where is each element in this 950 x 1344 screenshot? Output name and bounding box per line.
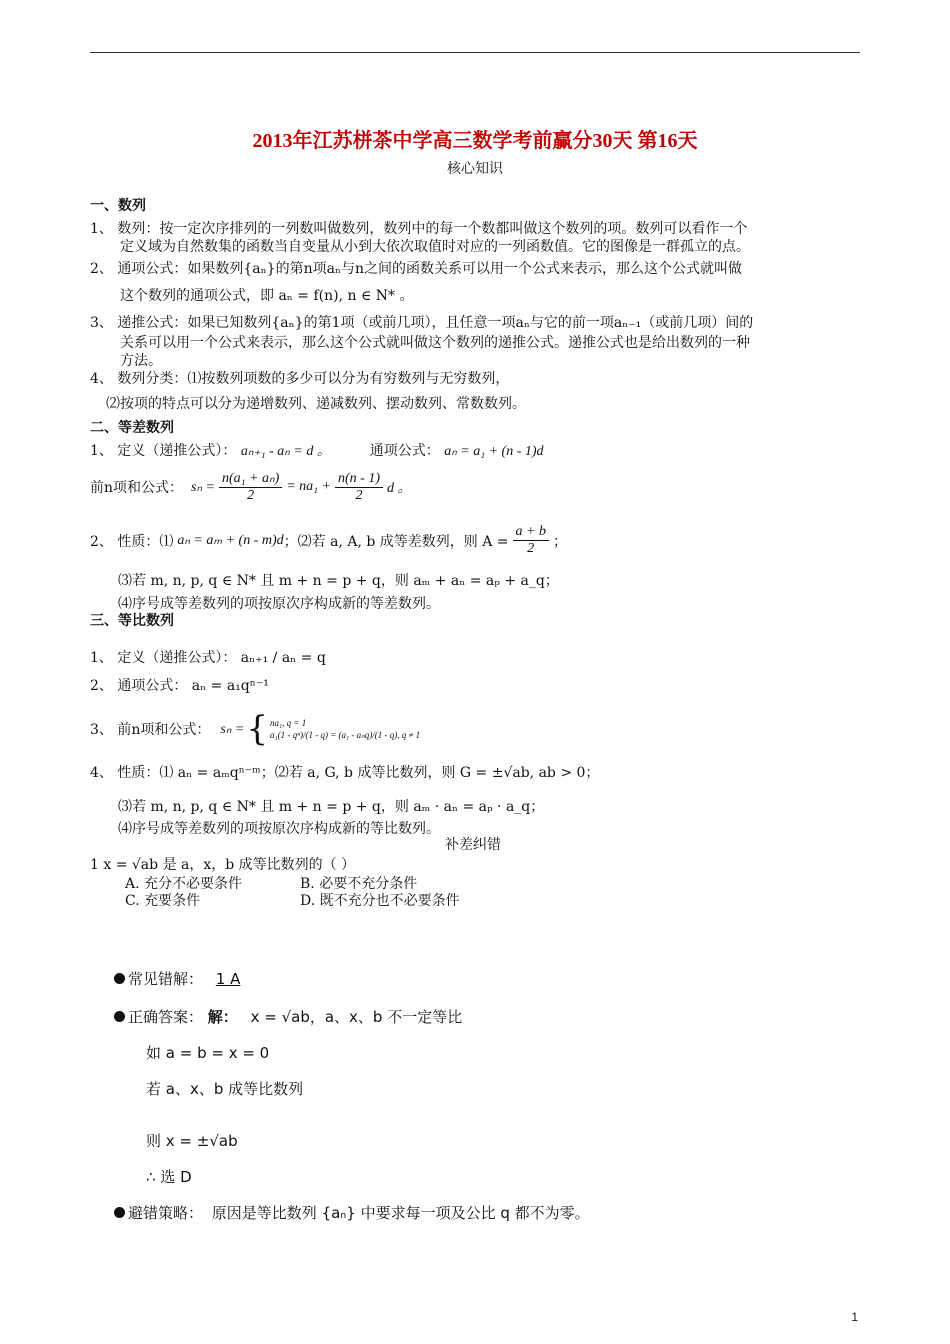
option-d: D. 既不充分也不必要条件: [300, 893, 460, 909]
answer-label: 正确答案：: [128, 1008, 204, 1026]
s2-sum-mid: = na₁ +: [286, 479, 331, 494]
header-rule: [90, 52, 860, 53]
s1-line-9: ⑵按项的特点可以分为递增数列、递减数列、摆动数列、常数数列。: [106, 396, 526, 412]
s3-line-5: ⑶若 m, n, p, q ∈ N* 且 m + n = p + q，则 aₘ · aₙ = aₚ · a_q；: [118, 799, 545, 815]
answer-text: x = √ab，a、x、b 不一定等比: [250, 1008, 463, 1026]
s1-line-7: 方法。: [120, 353, 162, 369]
s3-sum-line: [90, 709, 421, 749]
answer-line-1: 如 a = b = x = 0: [146, 1044, 270, 1062]
option-b: B. 必要不充分条件: [300, 876, 418, 892]
s3-sum-lhs: sₙ =: [220, 721, 245, 737]
s2-line-4: ⑶若 m, n, p, q ∈ N* 且 m + n = p + q，则 aₘ + aₙ = aₚ + a_q；: [118, 573, 559, 589]
page-title: 2013年江苏栟茶中学高三数学考前赢分30天 第16天: [252, 130, 698, 152]
s2-def-formula: aₙ₊₁ - aₙ = d 。: [240, 444, 331, 459]
s2-prop-mid: ；⑵若 a, A, b 成等差数列，则 A =: [283, 533, 509, 550]
s3-sum-label: 3、 前n项和公式：: [90, 722, 211, 738]
s1-line-8: 4、 数列分类：⑴按数列项数的多少可以分为有穷数列与无穷数列，: [90, 371, 510, 387]
bullet-icon: [114, 1011, 125, 1022]
case-2: a₁(1 - qⁿ)/(1 - q) = (a₁ - aₙq)/(1 - q), q ≠ 1: [270, 730, 421, 740]
answer-line-3: 则 x = ±√ab: [146, 1132, 238, 1150]
error-label: 常见错解：: [128, 970, 204, 988]
correct-answer-line: [114, 1006, 462, 1027]
frac-numerator: n(n - 1): [335, 471, 383, 488]
strategy-label: 避错策略：: [128, 1204, 204, 1222]
frac-denominator: 2: [247, 488, 255, 503]
section-heading-geometric: 三、等比数列: [90, 613, 174, 629]
bullet-icon: [114, 973, 125, 984]
section-heading-sequences: 一、数列: [90, 198, 146, 214]
frac-denominator: 2: [527, 541, 535, 556]
bullet-icon: [114, 1207, 125, 1218]
s2-prop-label: 2、 性质：⑴: [90, 533, 174, 550]
frac-numerator: n(a₁ + aₙ): [219, 470, 282, 488]
s2-prop-frac: [513, 524, 549, 557]
s2-property-line: [90, 524, 567, 557]
answer-line-4: ∴ 选 D: [146, 1168, 192, 1186]
s3-line-4: 4、 性质：⑴ aₙ = aₘqⁿ⁻ᵐ；⑵若 a, G, b 成等比数列，则 G = ±√ab, ab > 0；: [90, 765, 600, 781]
s2-general-label: 通项公式：: [369, 443, 440, 459]
s2-sum-line: [90, 470, 412, 504]
s2-prop-end: ；: [552, 533, 567, 550]
s1-line-2: 定义域为自然数集的函数当自变量从小到大依次取值时对应的一列函数值。它的图像是一群孤立的点。: [120, 239, 750, 255]
answer-bold: 解：: [207, 1008, 238, 1026]
s2-line-1: [90, 440, 544, 460]
page-subtitle: 核心知识: [447, 161, 503, 177]
s1-line-6: 关系可以用一个公式来表示，那么这个公式就叫做这个数列的递推公式。递推公式也是给出数列的一种: [120, 335, 750, 351]
s3-sum-cases: [270, 717, 420, 741]
s1-line-4: 这个数列的通项公式，即 aₙ = f(n), n ∈ N* 。: [120, 288, 414, 304]
option-c: C. 充要条件: [125, 893, 201, 909]
s2-line-5: ⑷序号成等差数列的项按原次序构成新的等差数列。: [118, 596, 440, 612]
option-a: A. 充分不必要条件: [125, 876, 243, 892]
s3-line-2: 2、 通项公式： aₙ = a₁qⁿ⁻¹: [90, 678, 269, 694]
section-heading-corrections: 补差纠错: [445, 837, 501, 853]
strategy-line: [114, 1202, 590, 1223]
s2-sum-lhs: sₙ =: [191, 479, 216, 495]
frac-denominator: 2: [355, 487, 363, 503]
section-heading-arithmetic: 二、等差数列: [90, 420, 174, 436]
error-value: 1 A: [215, 970, 241, 988]
s2-sum-tail: d 。: [387, 481, 412, 496]
case-1: na₁, q = 1: [270, 718, 307, 728]
s3-line-6: ⑷序号成等差数列的项按原次序构成新的等比数列。: [118, 821, 440, 837]
page-number: 1: [851, 1310, 858, 1324]
strategy-text: 原因是等比数列 {aₙ} 中要求每一项及公比 q 都不为零。: [211, 1204, 590, 1222]
s2-general-formula: aₙ = a₁ + (n - 1)d: [444, 444, 544, 459]
brace-icon: {: [246, 709, 268, 749]
s2-def-label: 1、 定义（递推公式）：: [90, 443, 237, 459]
s1-line-3: 2、 通项公式：如果数列{aₙ}的第n项aₙ与n之间的函数关系可以用一个公式来表示，那么这个公式就叫做: [90, 261, 743, 277]
s3-line-1: 1、 定义（递推公式）： aₙ₊₁ / aₙ = q: [90, 650, 326, 666]
s2-sum-frac-2: [335, 471, 383, 504]
common-error-line: [114, 968, 240, 989]
s1-line-5: 3、 递推公式：如果已知数列{aₙ}的第1项（或前几项），且任意一项aₙ与它的前一项aₙ₋₁（或前几项）间的: [90, 315, 754, 331]
s2-sum-label: 前n项和公式：: [90, 480, 184, 496]
frac-numerator: a + b: [513, 524, 549, 541]
answer-line-2: 若 a、x、b 成等比数列: [146, 1080, 304, 1098]
s2-sum-frac-1: [219, 470, 282, 504]
s1-line-1: 1、 数列：按一定次序排列的一列数叫做数列，数列中的每一个数都叫做这个数列的项。数列可以看作一个: [90, 221, 748, 237]
s2-prop-formula: aₙ = aₘ + (n - m)d: [177, 533, 284, 548]
question-text: 1 x = √ab 是 a，x，b 成等比数列的（ ）: [90, 857, 356, 873]
